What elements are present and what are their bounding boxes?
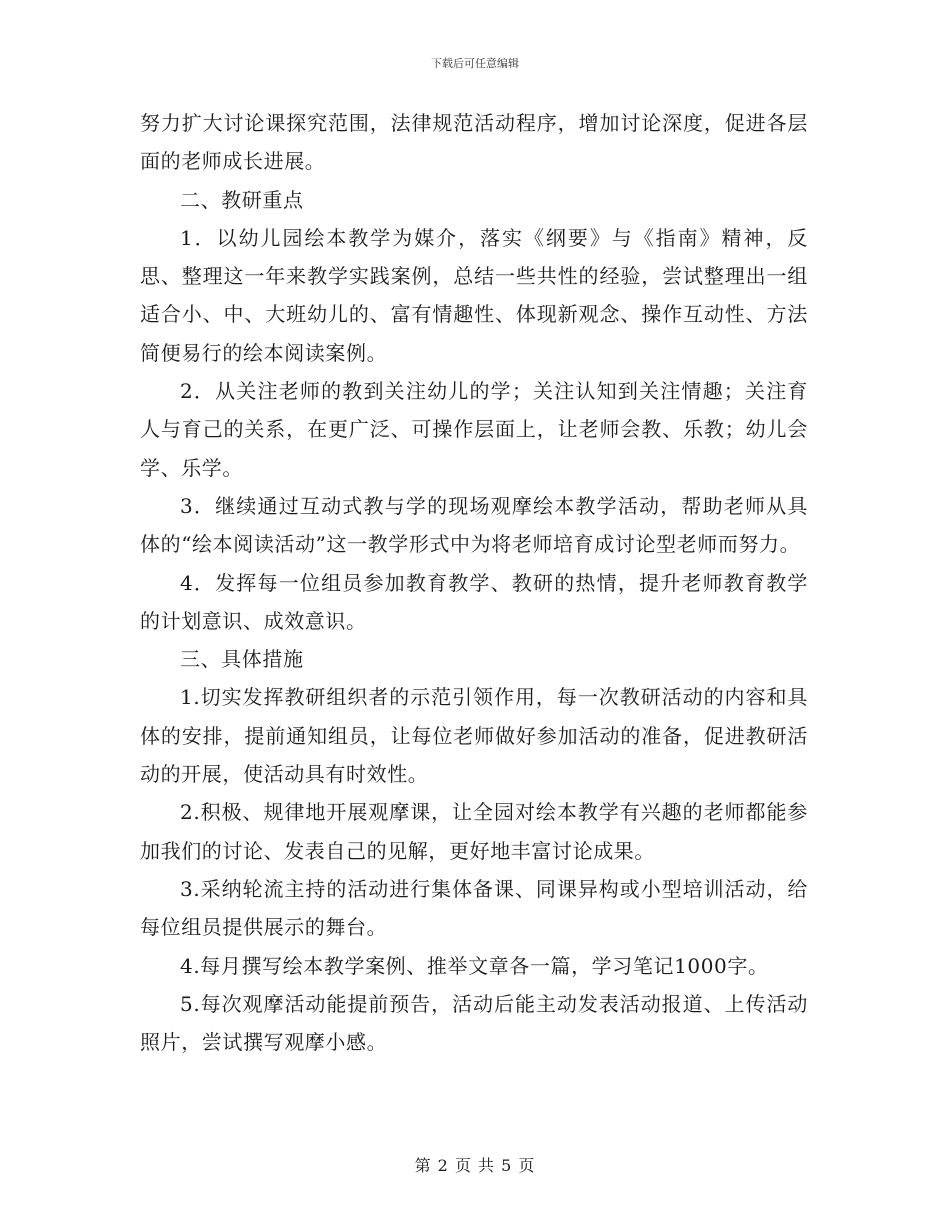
page-header: 下载后可任意编辑 <box>431 57 519 70</box>
paragraph: 2.积极、规律地开展观摩课，让全园对绘本教学有兴趣的老师都能参加我们的讨论、发表自己的见解，更好地丰富讨论成果。 <box>140 800 808 863</box>
paragraph: 4.每月撰写绘本教学案例、推举文章各一篇，学习笔记1000字。 <box>180 953 769 978</box>
paragraph: 3.采纳轮流主持的活动进行集体备课、同课异构或小型培训活动，给每位组员提供展示的舞台。 <box>140 876 808 940</box>
page-footer: 第 2 页 共 5 页 <box>414 1156 536 1175</box>
paragraph: 4．发挥每一位组员参加教育教学、教研的热情，提升老师教育教学的计划意识、成效意识。 <box>140 570 808 633</box>
paragraph: 5.每次观摩活动能提前预告，活动后能主动发表活动报道、上传活动照片，尝试撰写观摩小感。 <box>140 991 808 1055</box>
paragraph: 1.切实发挥教研组织者的示范引领作用，每一次教研活动的内容和具体的安排，提前通知组员，让每位老师做好参加活动的准备，促进教研活动的开展，使活动具有时效性。 <box>140 685 808 787</box>
paragraph: 三、具体措施 <box>180 647 304 672</box>
paragraph: 二、教研重点 <box>180 187 304 212</box>
document-body <box>140 104 808 1061</box>
paragraph: 3．继续通过互动式教与学的现场观摩绘本教学活动，帮助老师从具体的“绘本阅读活动”这一教学形式中为将老师培育成讨论型老师而努力。 <box>140 493 808 557</box>
paragraph: 努力扩大讨论课探究范围，法律规范活动程序，增加讨论深度，促进各层面的老师成长进展。 <box>140 111 808 174</box>
paragraph: 1．以幼儿园绘本教学为媒介，落实《纲要》与《指南》精神，反思、整理这一年来教学实践案例，总结一些共性的经验，尝试整理出一组适合小、中、大班幼儿的、富有情趣性、体现新观念、操作互动性、方法简便易行的绘本阅读案例。 <box>140 225 808 365</box>
paragraph: 2．从关注老师的教到关注幼儿的学；关注认知到关注情趣；关注育人与育己的关系，在更广泛、可操作层面上，让老师会教、乐教；幼儿会学、乐学。 <box>140 379 808 480</box>
